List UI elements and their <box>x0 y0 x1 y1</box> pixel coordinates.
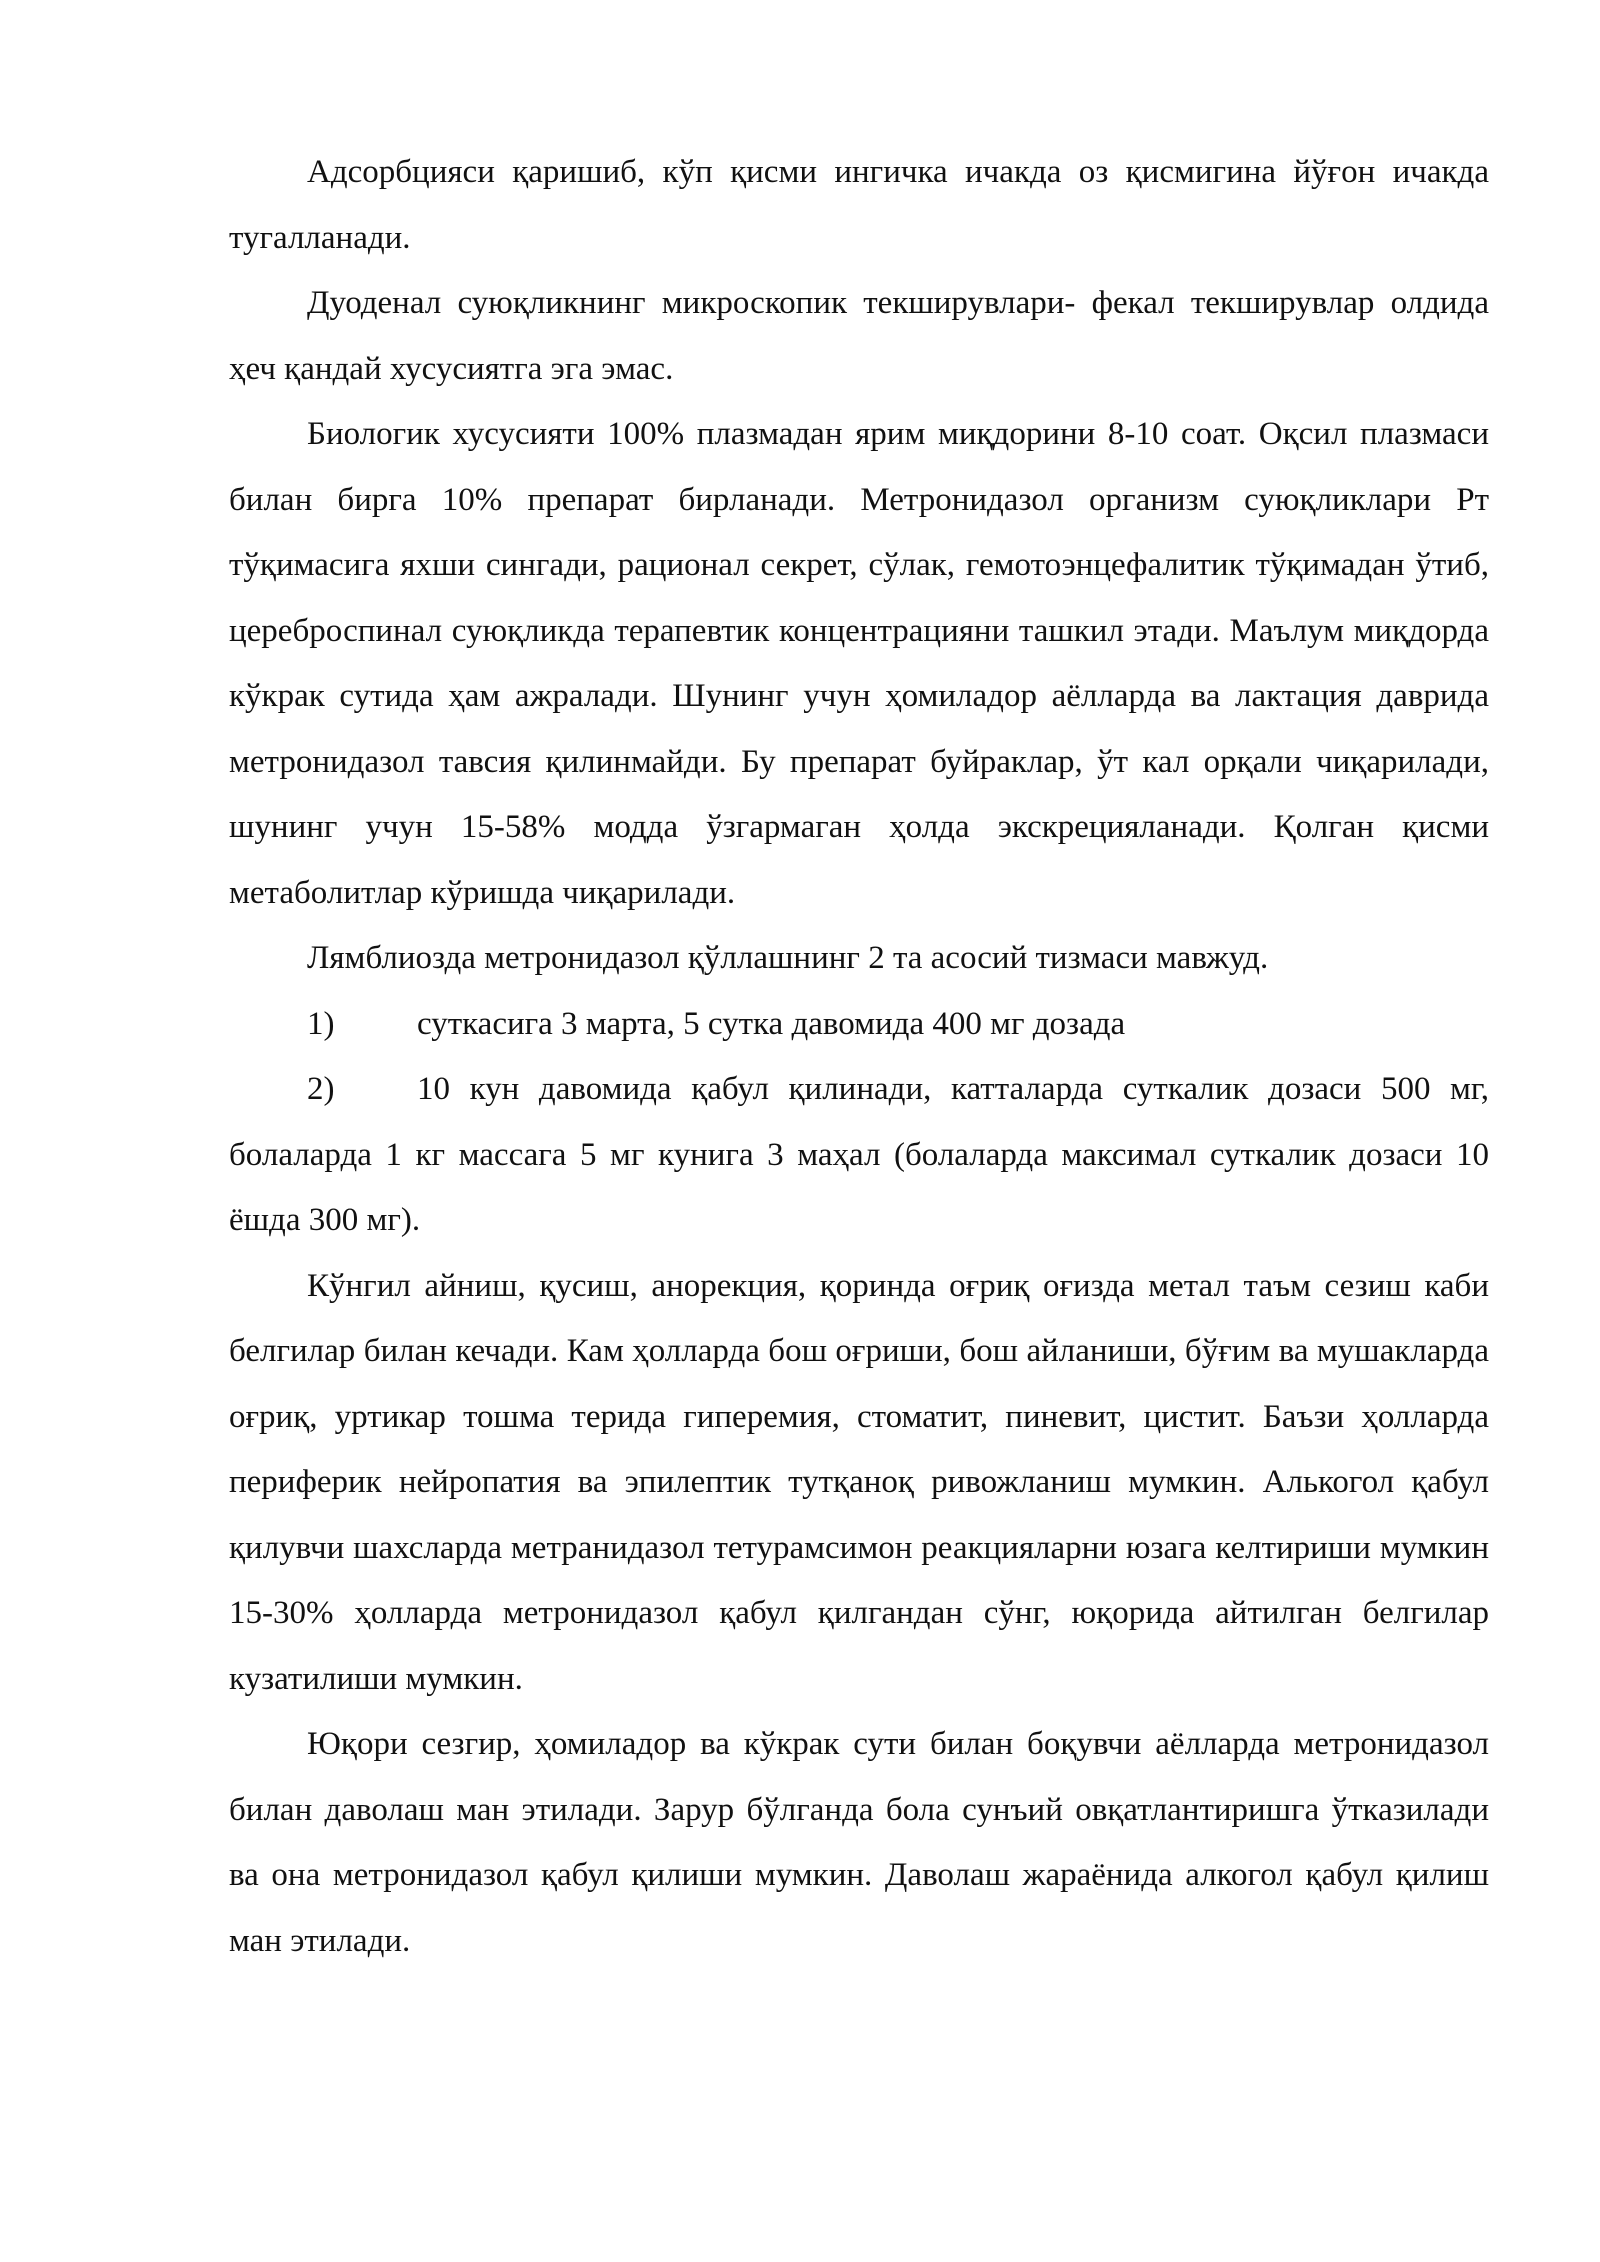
list-item <box>229 992 1489 1058</box>
list-number: 2) <box>307 1071 335 1107</box>
paragraph-contraindications: Юқори сезгир, ҳомиладор ва кўкрак сути билан боқувчи аёлларда метронидазол билан даволаш ман этилади. Зарур бўлганда бола сунъий овқатлантиришга ўтказилади ва она метронидазол қабул қилиши мумкин. Даволаш жараёнида алкогол қабул қилиш ман этилади. <box>229 1726 1489 1959</box>
list-text: суткасига 3 марта, 5 сутка давомида 400 мг дозада <box>417 1005 1126 1042</box>
list-text: 10 кун давомида қабул қилинади, катталарда суткалик дозаси 500 мг, болаларда 1 кг массага 5 мг кунига 3 маҳал (болаларда максимал суткалик дозаси 10 ёшда 300 мг). <box>229 1071 1489 1238</box>
paragraph-biological: Биологик хусусияти 100% плазмадан ярим миқдорини 8-10 соат. Оқсил плазмаси билан бирга 10% препарат бирланади. Метронидазол организм суюқликлари Рт тўқимасига яхши сингади, рационал секрет, сўлак, гемотоэнцефалитик тўқимадан ўтиб, цереброспинал суюқликда терапевтик концентрацияни ташкил этади. Маълум миқдорда кўкрак сутида ҳам ажралади. Шунинг учун ҳомиладор аёлларда ва лактация даврида метронидазол тавсия қилинмайди. Бу препарат буйраклар, ўт кал орқали чиқарилади, шунинг учун 15-58% модда ўзгармаган ҳолда экскрецияланади. Қолган қисми метаболитлар кўришда чиқарилади. <box>229 416 1489 911</box>
paragraph-absorption: Адсорбцияси қаришиб, кўп қисми ингичка ичакда оз қисмигина йўғон ичакда тугалланади. <box>229 154 1489 256</box>
paragraph-lambliosis: Лямблиозда метронидазол қўллашнинг 2 та асосий тизмаси мавжуд. <box>307 940 1269 976</box>
list-item <box>229 1057 1489 1254</box>
document-body <box>229 140 1489 1974</box>
paragraph-side-effects: Кўнгил айниш, қусиш, анорекция, қоринда оғриқ оғизда метал таъм сезиш каби белгилар билан кечади. Кам ҳолларда бош оғриши, бош айланиши, бўғим ва мушакларда оғриқ, уртикар тошма терида гиперемия, стоматит, пиневит, цистит. Баъзи ҳолларда периферик нейропатия ва эпилептик тутқаноқ ривожланиш мумкин. Алькогол қабул қилувчи шахсларда метранидазол тетурамсимон реакцияларни юзага келтириши мумкин 15-30% ҳолларда метронидазол қабул қилгандан сўнг, юқорида айтилган белгилар кузатилиши мумкин. <box>229 1267 1489 1697</box>
paragraph-duodenal: Дуоденал суюқликнинг микроскопик текширувлари- фекал текширувлар олдида ҳеч қандай хусусиятга эга эмас. <box>229 285 1489 387</box>
list-number: 1) <box>307 1005 335 1042</box>
